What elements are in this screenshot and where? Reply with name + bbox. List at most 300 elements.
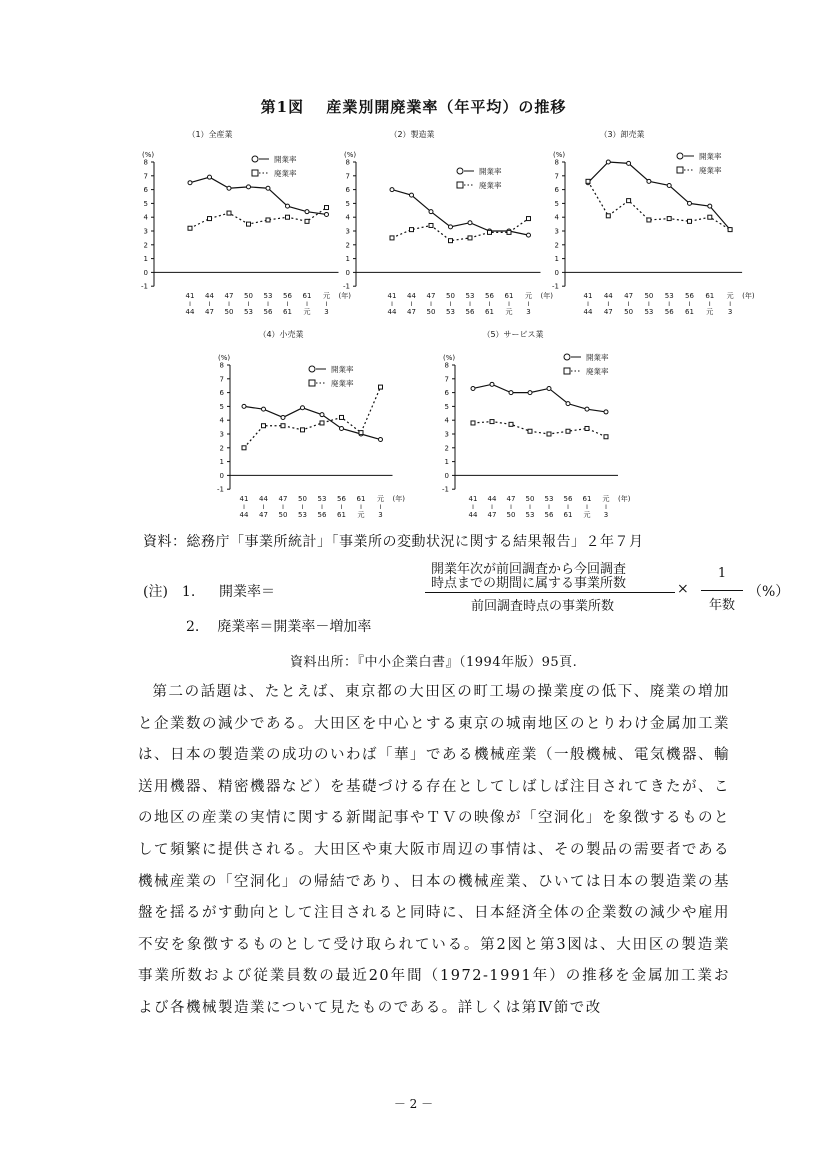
x-tick-label-start: 61 xyxy=(302,292,312,301)
x-tick-label-start: 56 xyxy=(485,292,494,301)
closing-rate-point xyxy=(471,421,475,425)
closing-rate-point xyxy=(449,239,453,243)
legend-label-closing: 廃業率 xyxy=(586,367,609,376)
y-tick-label: -1 xyxy=(552,282,559,291)
x-tick-label-start: 50 xyxy=(446,292,455,301)
y-tick-label: 2 xyxy=(554,241,559,250)
note2-label: 2. xyxy=(186,619,200,635)
y-tick-label: 1 xyxy=(345,255,350,264)
opening-rate-point xyxy=(410,193,414,197)
y-tick-label: 5 xyxy=(143,199,148,208)
x-tick-label-end: 元 xyxy=(706,308,714,317)
opening-rate-point xyxy=(266,186,270,190)
x-tick-label-end: 53 xyxy=(525,511,535,520)
note1-label: (注) 1. xyxy=(143,584,196,600)
y-tick-label: 1 xyxy=(444,458,449,467)
x-tick-label-end: 61 xyxy=(337,511,346,520)
x-tick-separator: I xyxy=(472,504,474,512)
closing-rate-point xyxy=(606,214,610,218)
x-tick-label-end: 44 xyxy=(387,308,397,317)
body-paragraph xyxy=(138,677,730,1025)
closing-rate-point xyxy=(490,420,494,424)
closing-rate-point xyxy=(627,199,631,203)
x-tick-label-end: 3 xyxy=(526,308,531,317)
closing-rate-point xyxy=(301,428,305,432)
y-tick-label: 3 xyxy=(143,227,148,236)
opening-rate-point xyxy=(667,183,671,187)
legend-label-closing: 廃業率 xyxy=(479,181,502,190)
legend-marker-closing xyxy=(457,182,463,188)
x-tick-separator: I xyxy=(321,504,323,512)
x-tick-label-end: 47 xyxy=(487,511,497,520)
x-tick-separator: I xyxy=(527,301,530,309)
closing-rate-point xyxy=(247,222,251,226)
y-tick-label: 8 xyxy=(554,158,559,167)
figure-title: 第1図 産業別開廃業率（年平均）の推移 xyxy=(260,98,567,116)
x-tick-label-start: 47 xyxy=(278,495,288,504)
legend-marker-opening xyxy=(457,168,463,174)
opening-rate-point xyxy=(301,406,305,410)
closing-rate-point xyxy=(208,217,212,221)
y-tick-label: 3 xyxy=(219,430,224,439)
x-tick-separator: I xyxy=(605,504,607,512)
closing-rate-point xyxy=(359,431,363,435)
y-tick-label: 2 xyxy=(219,444,224,453)
x-tick-label-end: 53 xyxy=(644,308,654,317)
closing-rate-point xyxy=(286,215,290,219)
opening-rate-point xyxy=(188,181,192,185)
x-tick-label-end: 53 xyxy=(446,308,455,317)
y-tick-label: 8 xyxy=(143,158,148,167)
opening-rate-point xyxy=(604,410,608,414)
series-line-closing xyxy=(244,387,381,448)
times-sign: × xyxy=(677,581,689,597)
chart-panel-all-industries xyxy=(120,125,351,325)
x-tick-separator: I xyxy=(306,301,308,309)
opening-rate-point xyxy=(547,386,551,390)
x-tick-label-start: 61 xyxy=(705,292,715,301)
x-tick-separator: I xyxy=(208,301,211,309)
closing-rate-point xyxy=(507,230,511,234)
x-tick-separator: I xyxy=(488,301,491,309)
closing-rate-point xyxy=(667,217,671,221)
y-tick-label: 0 xyxy=(143,268,148,277)
legend-marker-opening xyxy=(252,156,258,162)
y-tick-label: 7 xyxy=(143,172,148,181)
y-tick-label: 8 xyxy=(219,361,224,370)
y-tick-label: 1 xyxy=(554,255,559,264)
panel-title: （2）製造業 xyxy=(389,130,435,139)
x-tick-label-end: 53 xyxy=(244,308,253,317)
x-tick-label-start: 元 xyxy=(323,292,330,301)
x-tick-separator: I xyxy=(360,504,362,512)
opening-rate-point xyxy=(429,210,433,214)
closing-rate-point xyxy=(340,415,344,419)
y-tick-label: 7 xyxy=(444,375,449,384)
x-tick-label-start: 44 xyxy=(603,292,613,301)
series-line-opening xyxy=(190,177,327,214)
chart-panel-retail xyxy=(190,325,420,530)
x-tick-label-start: 41 xyxy=(468,495,478,504)
y-tick-label: 5 xyxy=(219,402,224,411)
legend-marker-closing xyxy=(564,368,570,374)
x-tick-label-start: 53 xyxy=(664,292,674,301)
x-tick-separator: I xyxy=(228,301,230,309)
x-tick-label-end: 50 xyxy=(224,308,234,317)
x-tick-label-end: 47 xyxy=(407,308,416,317)
y-tick-label: 1 xyxy=(219,458,224,467)
closing-rate-point xyxy=(305,219,309,223)
x-tick-separator: I xyxy=(325,301,328,309)
y-tick-label: 4 xyxy=(219,416,224,425)
x-tick-label-end: 50 xyxy=(278,511,288,520)
closing-rate-point xyxy=(647,218,651,222)
closing-rate-point xyxy=(528,429,532,433)
x-tick-label-end: 47 xyxy=(205,308,214,317)
legend-label-opening: 開業率 xyxy=(586,353,609,362)
x-tick-label-end: 61 xyxy=(485,308,494,317)
legend-marker-opening xyxy=(309,366,315,372)
note1-unit: （%） xyxy=(748,584,790,600)
x-tick-label-end: 3 xyxy=(603,511,609,520)
x-tick-label-end: 56 xyxy=(263,308,273,317)
opening-rate-point xyxy=(320,413,324,417)
legend-label-opening: 開業率 xyxy=(274,155,297,164)
x-tick-separator: I xyxy=(286,301,289,309)
x-tick-label-start: 53 xyxy=(263,292,273,301)
chart-panel-manufacturing xyxy=(320,125,553,325)
closing-rate-point xyxy=(227,211,231,215)
y-tick-label: 5 xyxy=(345,199,350,208)
x-tick-label-end: 44 xyxy=(468,511,478,520)
closing-rate-point xyxy=(262,424,266,428)
x-tick-label-start: 元 xyxy=(602,495,610,504)
legend-label-closing: 廃業率 xyxy=(699,166,722,175)
opening-rate-point xyxy=(340,426,344,430)
x-tick-label-start: 56 xyxy=(685,292,694,301)
opening-rate-point xyxy=(242,404,246,408)
y-tick-label: 3 xyxy=(444,430,449,439)
panel-title: （1）全産業 xyxy=(187,130,233,139)
x-tick-label-start: 47 xyxy=(506,495,516,504)
note-closing-rate xyxy=(186,616,371,636)
opening-rate-point xyxy=(281,415,285,419)
x-tick-separator: I xyxy=(391,301,393,309)
x-tick-separator: I xyxy=(449,301,452,309)
x-tick-separator: I xyxy=(267,301,269,309)
x-unit-label: (年) xyxy=(618,495,631,504)
closing-rate-point xyxy=(585,426,589,430)
x-tick-label-start: 53 xyxy=(317,495,327,504)
x-tick-label-start: 61 xyxy=(356,495,366,504)
opening-rate-point xyxy=(286,204,290,208)
x-tick-separator: I xyxy=(247,301,250,309)
opening-rate-point xyxy=(708,204,712,208)
x-tick-label-end: 50 xyxy=(506,511,516,520)
x-tick-label-end: 61 xyxy=(283,308,292,317)
y-tick-label: 6 xyxy=(444,389,449,398)
x-tick-separator: I xyxy=(410,301,413,309)
opening-rate-point xyxy=(606,160,610,164)
x-tick-label-end: 元 xyxy=(505,308,513,317)
y-tick-label: 0 xyxy=(219,471,224,480)
legend-marker-closing xyxy=(677,167,683,173)
y-tick-label: 4 xyxy=(345,213,350,222)
opening-rate-point xyxy=(247,185,251,189)
closing-rate-point xyxy=(688,219,692,223)
x-tick-label-start: 56 xyxy=(337,495,346,504)
opening-rate-point xyxy=(227,186,231,190)
closing-rate-point xyxy=(468,236,472,240)
x-unit-label: (年) xyxy=(338,292,351,301)
y-tick-label: 4 xyxy=(444,416,449,425)
y-tick-label: 0 xyxy=(345,268,350,277)
x-tick-label-start: 44 xyxy=(487,495,497,504)
x-tick-label-start: 47 xyxy=(624,292,634,301)
x-tick-separator: I xyxy=(668,301,671,309)
opening-rate-point xyxy=(471,386,475,390)
x-tick-label-end: 56 xyxy=(465,308,475,317)
y-tick-label: -1 xyxy=(442,485,449,494)
opening-rate-point xyxy=(262,407,266,411)
x-tick-separator: I xyxy=(708,301,711,309)
y-unit-label: (%) xyxy=(218,354,231,362)
note2-text: 廃業率＝開業率－増加率 xyxy=(217,619,372,635)
y-unit-label: (%) xyxy=(443,354,456,362)
y-tick-label: 4 xyxy=(143,213,148,222)
x-tick-label-start: 50 xyxy=(244,292,253,301)
closing-rate-point xyxy=(390,236,394,240)
note1-frac-numerator: 1 xyxy=(717,566,727,581)
x-tick-separator: I xyxy=(688,301,691,309)
x-tick-label-start: 44 xyxy=(259,495,268,504)
legend-marker-closing xyxy=(309,380,315,386)
legend-label-closing: 廃業率 xyxy=(274,169,297,178)
x-tick-label-end: 元 xyxy=(303,308,311,317)
x-tick-label-start: 61 xyxy=(504,292,514,301)
closing-rate-point xyxy=(281,424,285,428)
opening-rate-point xyxy=(528,391,532,395)
opening-rate-point xyxy=(566,402,570,406)
legend-marker-opening xyxy=(677,153,683,159)
closing-rate-point xyxy=(379,385,383,389)
x-tick-separator: I xyxy=(282,504,284,512)
note1-numerator-line1: 開業年次が前回調査から今回調査 xyxy=(431,562,627,577)
x-tick-label-start: 53 xyxy=(465,292,475,301)
citation: 資料出所：『中小企業白書』（1994年版）95頁. xyxy=(290,655,578,670)
x-tick-label-end: 3 xyxy=(324,308,329,317)
x-tick-separator: I xyxy=(627,301,630,309)
opening-rate-point xyxy=(208,175,212,179)
legend-label-opening: 開業率 xyxy=(331,365,354,374)
x-tick-separator: I xyxy=(469,301,471,309)
panel-title: （5）サービス業 xyxy=(482,330,544,339)
x-tick-label-start: 47 xyxy=(426,292,436,301)
closing-rate-point xyxy=(188,226,192,230)
y-tick-label: 7 xyxy=(554,172,559,181)
closing-rate-point xyxy=(410,228,414,232)
x-tick-separator: I xyxy=(491,504,493,512)
x-tick-label-start: 41 xyxy=(185,292,195,301)
x-tick-label-start: 53 xyxy=(544,495,554,504)
y-tick-label: 6 xyxy=(345,186,350,195)
chart-panel-services xyxy=(415,325,655,530)
opening-rate-point xyxy=(305,210,309,214)
x-tick-label-start: 41 xyxy=(583,292,593,301)
y-tick-label: 6 xyxy=(554,186,559,195)
legend-marker-closing xyxy=(252,170,258,176)
x-tick-label-end: 44 xyxy=(185,308,195,317)
opening-rate-point xyxy=(509,391,513,395)
closing-rate-point xyxy=(566,429,570,433)
x-tick-label-start: 56 xyxy=(563,495,573,504)
fraction-bar xyxy=(425,592,675,593)
x-tick-label-end: 50 xyxy=(624,308,634,317)
body-paragraph-text: 第二の話題は、たとえば、東京都の大田区の町工場の操業度の低下、廃業の増加と企業数の減少である。大田区を中心とする東京の城南地区のとりわけ金属加工業は、日本の製造業の成功のいわば「華」である機械産業（一般機械、電気機器、輸送用機器、精密機器など）を基礎づける存在としてしばしば注目されてきたが、この地区の産業の実情に関する新聞記事やＴＶの映像が「空洞化」を象徴するものとして頻繁に提供される。大田区や東大阪市周辺の事情は、その製品の需要者である機械産業の「空洞化」の帰結であり、日本の機械産業、ひいては日本の製造業の基盤を揺るがす動向として注目されると同時に、日本経済全体の企業数の減少や雇用不安を象徴するものとして受け取られている。第2図と第3図は、大田区の製造業事業所数および従業員数の最近20年間（1972-1991年）の推移を金属加工業および各機械製造業について見たものである。詳しくは第Ⅳ節で改 xyxy=(138,684,730,1016)
fraction-bar-small xyxy=(701,590,743,591)
panel-title: （3）卸売業 xyxy=(599,130,645,139)
opening-rate-point xyxy=(390,188,394,192)
y-tick-label: 7 xyxy=(219,375,224,384)
x-tick-label-start: 44 xyxy=(205,292,214,301)
x-tick-label-start: 41 xyxy=(239,495,249,504)
x-tick-label-start: 56 xyxy=(283,292,292,301)
x-tick-separator: I xyxy=(379,504,382,512)
y-unit-label: (%) xyxy=(553,151,566,159)
x-tick-separator: I xyxy=(587,301,589,309)
x-tick-separator: I xyxy=(243,504,245,512)
x-tick-label-end: 61 xyxy=(563,511,573,520)
closing-rate-point xyxy=(242,446,246,450)
y-tick-label: 5 xyxy=(554,199,559,208)
x-tick-label-start: 元 xyxy=(377,495,384,504)
note1-numerator-line2: 時点までの期間に属する事業所数 xyxy=(431,576,627,591)
legend-marker-opening xyxy=(564,354,570,360)
x-tick-separator: I xyxy=(586,504,588,512)
x-tick-label-end: 47 xyxy=(603,308,613,317)
x-tick-label-end: 44 xyxy=(239,511,249,520)
y-tick-label: 3 xyxy=(554,227,559,236)
page-number: － 2 － xyxy=(393,1097,434,1111)
y-tick-label: 8 xyxy=(444,361,449,370)
x-tick-separator: I xyxy=(648,301,650,309)
y-tick-label: 2 xyxy=(143,241,148,250)
y-tick-label: 0 xyxy=(444,471,449,480)
note1-frac-denominator: 年数 xyxy=(708,598,735,613)
y-unit-label: (%) xyxy=(142,151,155,159)
note1-denominator: 前回調査時点の事業所数 xyxy=(471,599,615,614)
x-tick-label-end: 61 xyxy=(685,308,694,317)
x-tick-label-end: 3 xyxy=(378,511,383,520)
y-unit-label: (%) xyxy=(344,151,357,159)
opening-rate-point xyxy=(449,225,453,229)
x-tick-label-end: 56 xyxy=(317,511,327,520)
closing-rate-point xyxy=(547,432,551,436)
x-tick-separator: I xyxy=(607,301,610,309)
y-tick-label: 4 xyxy=(554,213,559,222)
closing-rate-point xyxy=(488,230,492,234)
y-tick-label: 6 xyxy=(143,186,148,195)
y-tick-label: 7 xyxy=(345,172,350,181)
legend-label-opening: 開業率 xyxy=(699,152,722,161)
source-line: 資料：総務庁「事業所統計」「事業所の変動状況に関する結果報告」２年７月 xyxy=(143,534,644,550)
note-opening-rate-formula xyxy=(143,562,790,614)
x-tick-label-start: 44 xyxy=(407,292,416,301)
y-tick-label: 0 xyxy=(554,268,559,277)
opening-rate-point xyxy=(468,221,472,225)
x-unit-label: (年) xyxy=(540,292,553,301)
x-tick-label-end: 50 xyxy=(426,308,436,317)
y-tick-label: -1 xyxy=(343,282,350,291)
y-tick-label: 2 xyxy=(345,241,350,250)
legend-label-opening: 開業率 xyxy=(479,167,502,176)
closing-rate-point xyxy=(708,215,712,219)
x-tick-separator: I xyxy=(262,504,265,512)
x-tick-separator: I xyxy=(340,504,343,512)
y-tick-label: -1 xyxy=(217,485,224,494)
closing-rate-point xyxy=(586,179,590,183)
x-tick-label-end: 56 xyxy=(664,308,674,317)
x-tick-separator: I xyxy=(729,301,731,309)
x-tick-label-start: 元 xyxy=(525,292,532,301)
x-tick-label-end: 56 xyxy=(544,511,554,520)
closing-rate-point xyxy=(728,228,732,232)
y-tick-label: 1 xyxy=(143,255,148,264)
opening-rate-point xyxy=(647,179,651,183)
x-tick-separator: I xyxy=(508,301,510,309)
x-tick-label-start: 50 xyxy=(298,495,307,504)
x-tick-separator: I xyxy=(510,504,512,512)
note1-formula-name: 開業率＝ xyxy=(219,584,275,600)
x-tick-label-start: 47 xyxy=(224,292,234,301)
x-tick-label-end: 元 xyxy=(583,511,591,520)
x-tick-separator: I xyxy=(430,301,432,309)
y-tick-label: 5 xyxy=(444,402,449,411)
legend-label-closing: 廃業率 xyxy=(331,379,354,388)
x-tick-label-start: 元 xyxy=(726,292,734,301)
x-tick-separator: I xyxy=(548,504,550,512)
panel-title: （4）小売業 xyxy=(258,330,304,339)
closing-rate-point xyxy=(266,218,270,222)
y-tick-label: 2 xyxy=(444,444,449,453)
closing-rate-point xyxy=(320,421,324,425)
x-tick-label-end: 元 xyxy=(357,511,365,520)
x-tick-separator: I xyxy=(529,504,531,512)
y-tick-label: 6 xyxy=(219,389,224,398)
closing-rate-point xyxy=(509,422,513,426)
x-tick-label-end: 53 xyxy=(298,511,307,520)
closing-rate-point xyxy=(429,223,433,227)
x-unit-label: (年) xyxy=(392,495,405,504)
x-unit-label: (年) xyxy=(742,292,755,301)
x-tick-separator: I xyxy=(567,504,569,512)
x-tick-separator: I xyxy=(189,301,191,309)
opening-rate-point xyxy=(627,161,631,165)
x-tick-label-start: 50 xyxy=(644,292,654,301)
opening-rate-point xyxy=(585,407,589,411)
x-tick-separator: I xyxy=(301,504,304,512)
opening-rate-point xyxy=(490,382,494,386)
x-tick-label-start: 61 xyxy=(582,495,592,504)
x-tick-label-end: 44 xyxy=(583,308,593,317)
x-tick-label-start: 41 xyxy=(387,292,397,301)
opening-rate-point xyxy=(688,201,692,205)
x-tick-label-end: 47 xyxy=(259,511,268,520)
closing-rate-point xyxy=(604,435,608,439)
opening-rate-point xyxy=(379,438,383,442)
y-tick-label: 3 xyxy=(345,227,350,236)
y-tick-label: -1 xyxy=(141,282,148,291)
